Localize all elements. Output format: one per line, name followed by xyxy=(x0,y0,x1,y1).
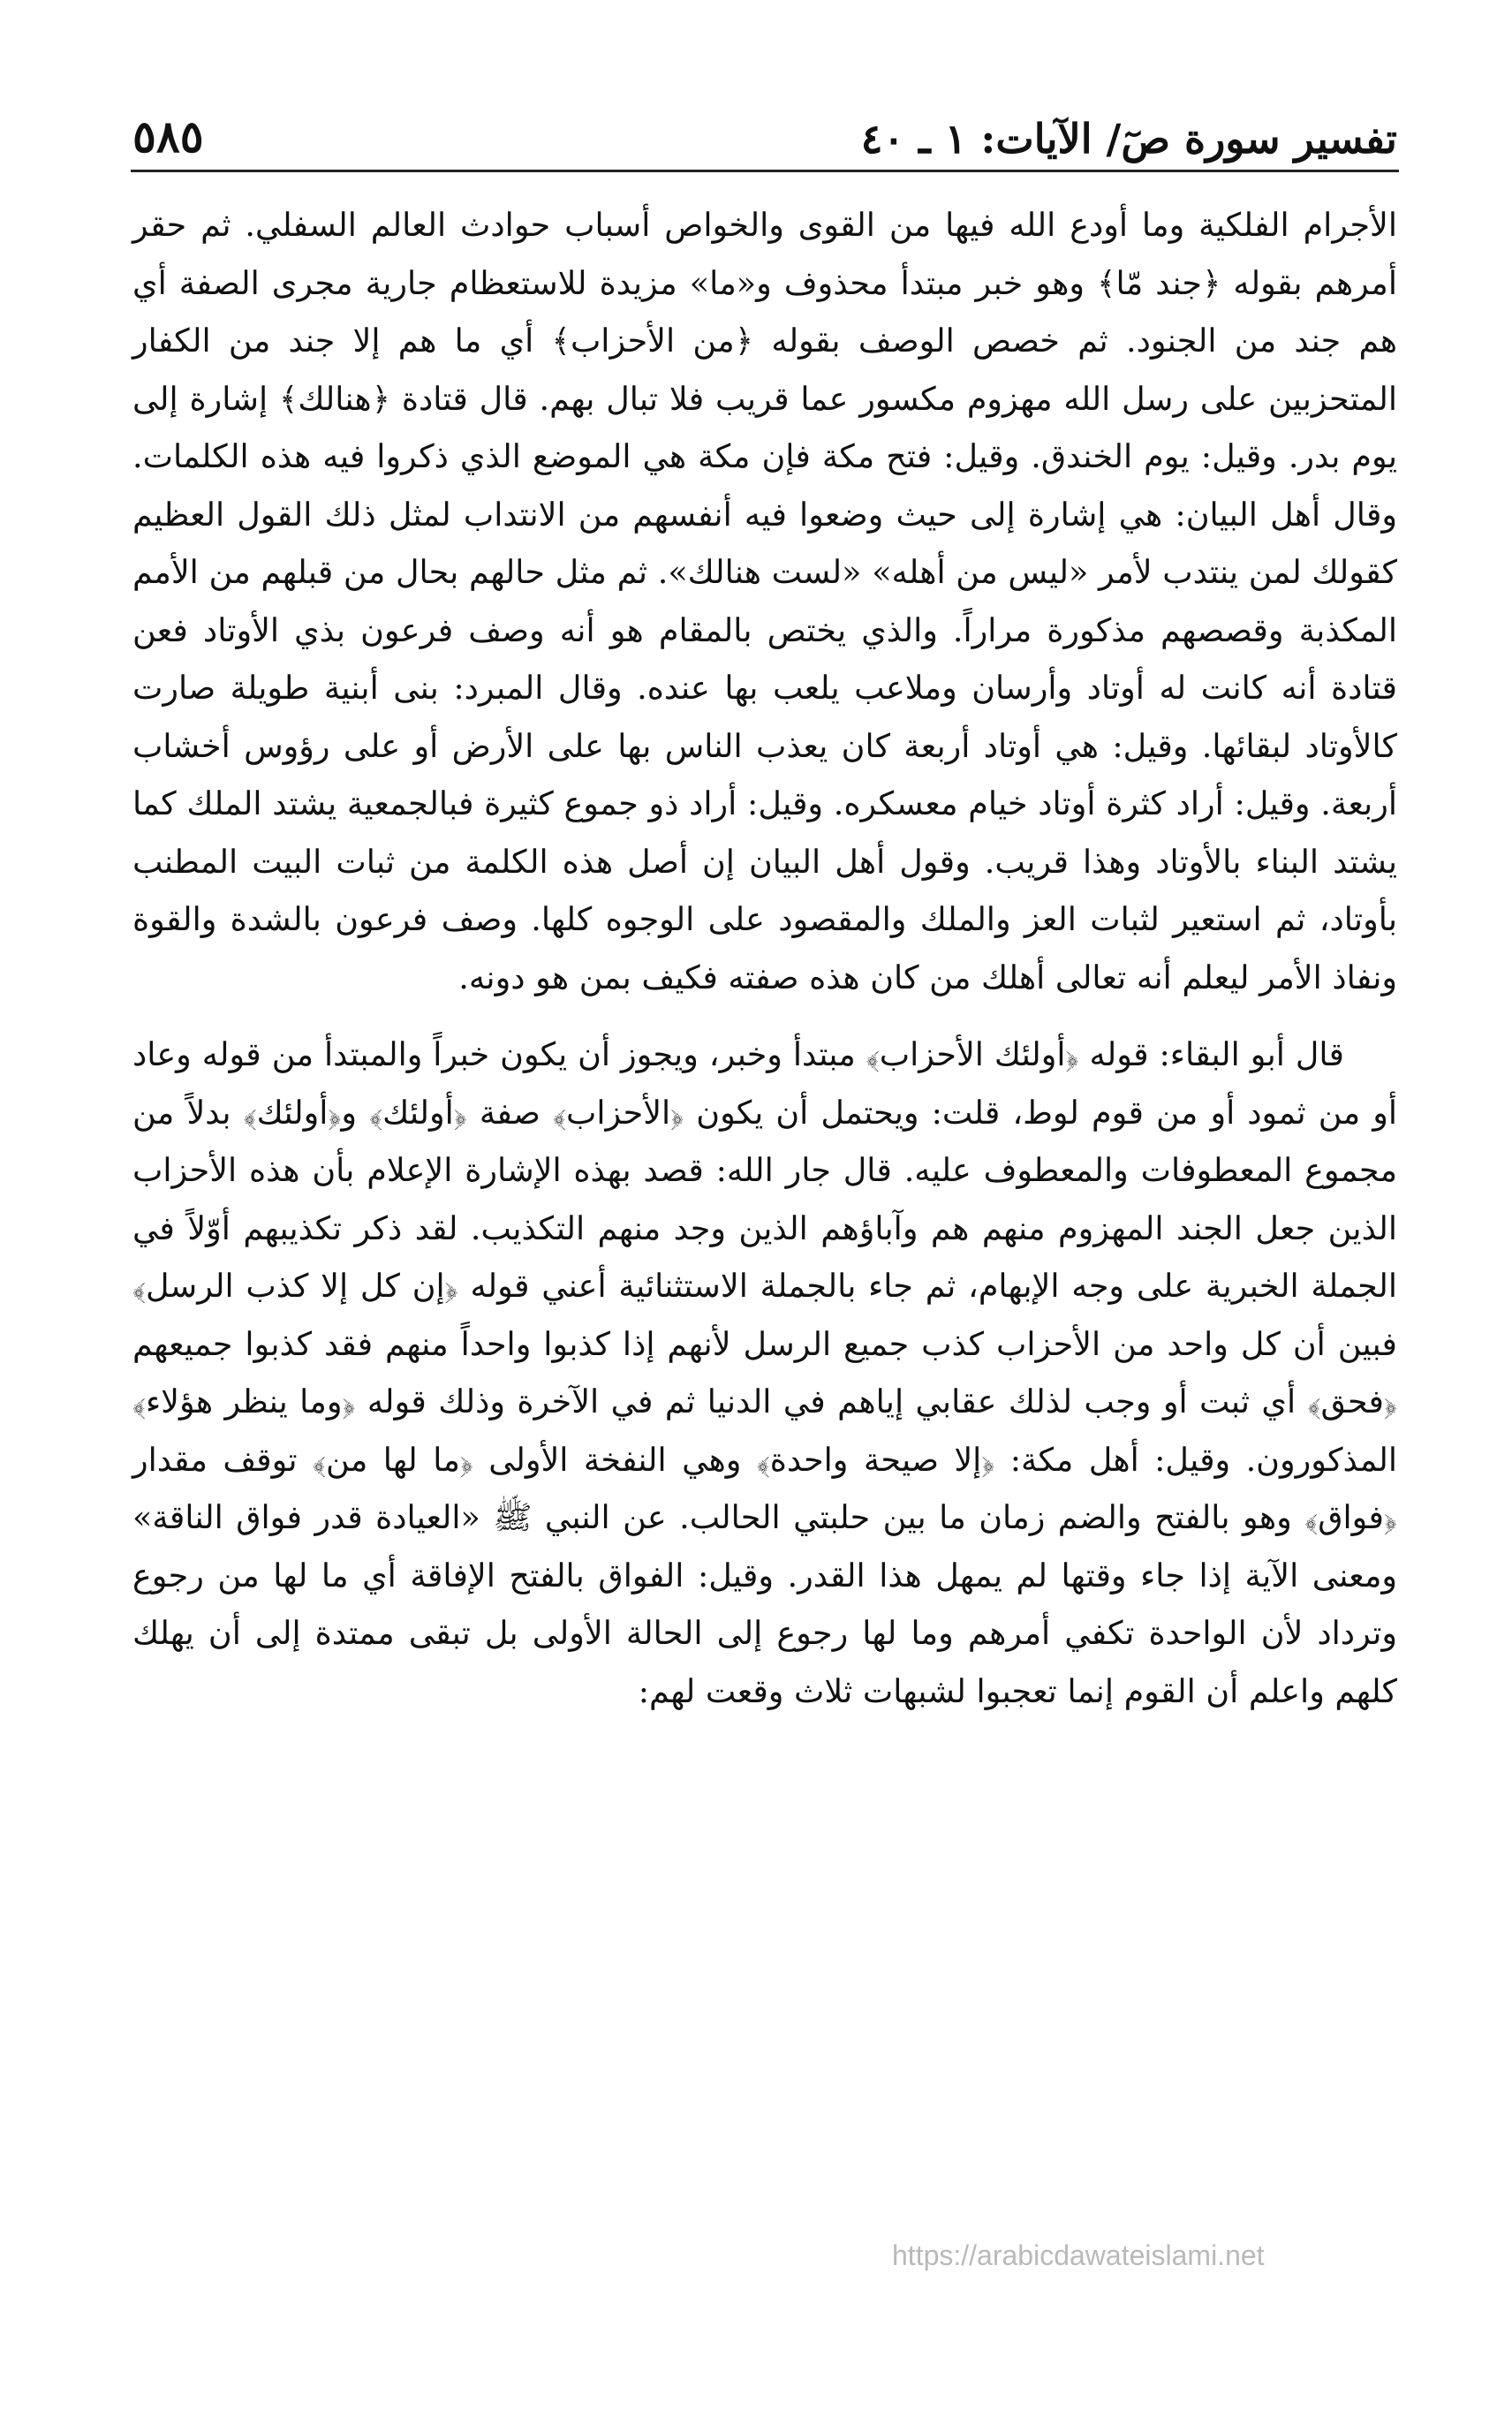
paragraph-1: الأجرام الفلكية وما أودع الله فيها من القوى والخواص أسباب حوادث العالم السفلي. ثم حقر أمرهم بقوله ﴿جند مّا﴾ وهو خبر مبتدأ محذوف و«ما» مزيدة للاستعظام جارية مجرى الصفة أي هم جند من الجنود. ثم خصص الوصف بقوله ﴿من الأحزاب﴾ أي ما هم إلا جند من الكفار المتحزبين على رسل الله مهزوم مكسور عما قريب فلا تبال بهم. قال قتادة ﴿هنالك﴾ إشارة إلى يوم بدر. وقيل: يوم الخندق. وقيل: فتح مكة فإن مكة هي الموضع الذي ذكروا فيه هذه الكلمات. وقال أهل البيان: هي إشارة إلى حيث وضعوا فيه أنفسهم من الانتداب لمثل ذلك القول العظيم كقولك لمن ينتدب لأمر «ليس من أهله» «لست هنالك». ثم مثل حالهم بحال من قبلهم من الأمم المكذبة وقصصهم مذكورة مراراً. والذي يختص بالمقام هو أنه وصف فرعون بذي الأوتاد فعن قتادة أنه كانت له أوتاد وأرسان وملاعب يلعب بها عنده. وقال المبرد: بنى أبنية طويلة صارت كالأوتاد لبقائها. وقيل: هي أوتاد أربعة كان يعذب الناس بها على الأرض أو على رؤوس أخشاب أربعة. وقيل: أراد كثرة أوتاد خيام معسكره. وقيل: أراد ذو جموع كثيرة فبالجمعية يشتد الملك كما يشتد البناء بالأوتاد وهذا قريب. وقول أهل البيان إن أصل هذه الكلمة من ثبات البيت المطنب بأوتاد، ثم استعير لثبات العز والملك والمقصود على الوجوه كلها. وصف فرعون بالشدة والقوة ونفاذ الأمر ليعلم أنه تعالى أهلك من كان هذه صفته فكيف بمن هو دونه. xyxy=(132,206,1397,996)
website-watermark: https://arabicdawateislami.net xyxy=(892,2239,1265,2271)
paragraph-2: قال أبو البقاء: قوله ﴿أولئك الأحزاب﴾ مبتدأ وخبر، ويجوز أن يكون خبراً والمبتدأ من قوله وعاد أو من ثمود أو من قوم لوط، قلت: ويحتمل أن يكون ﴿الأحزاب﴾ صفة ﴿أولئك﴾ و﴿أولئك﴾ بدلاً من مجموع المعطوفات والمعطوف عليه. قال جار الله: قصد بهذه الإشارة الإعلام بأن هذه الأحزاب الذين جعل الجند المهزوم منهم هم وآباؤهم الذين وجد منهم التكذيب. لقد ذكر تكذيبهم أوّلاً في الجملة الخبرية على وجه الإبهام، ثم جاء بالجملة الاستثنائية أعني قوله ﴿إن كل إلا كذب الرسل﴾ فبين أن كل واحد من الأحزاب كذب جميع الرسل لأنهم إذا كذبوا واحداً منهم فقد كذبوا جميعهم ﴿فحق﴾ أي ثبت أو وجب لذلك عقابي إياهم في الدنيا ثم في الآخرة وذلك قوله ﴿وما ينظر هؤلاء﴾ المذكورون. وقيل: أهل مكة: ﴿إلا صيحة واحدة﴾ وهي النفخة الأولى ﴿ما لها من﴾ توقف مقدار ﴿فواق﴾ وهو بالفتح والضم زمان ما بين حلبتي الحالب. عن النبي ﷺ «العيادة قدر فواق الناقة» ومعنى الآية إذا جاء وقتها لم يمهل هذا القدر. وقيل: الفواق بالفتح الإفاقة أي ما لها من رجوع وترداد لأن الواحدة تكفي أمرهم وما لها رجوع إلى الحالة الأولى بل تبقى ممتدة إلى أن يهلك كلهم واعلم أن القوم إنما تعجبوا لشبهات ثلاث وقعت لهم: xyxy=(132,1035,1397,1710)
main-text xyxy=(132,196,1397,1720)
page-number: ٥٨٥ xyxy=(132,110,204,163)
page-header xyxy=(132,97,1397,163)
header-divider xyxy=(131,170,1399,172)
running-title: تفسير سورة صٓ/ الآيات: ١ ـ ٤٠ xyxy=(860,115,1397,163)
